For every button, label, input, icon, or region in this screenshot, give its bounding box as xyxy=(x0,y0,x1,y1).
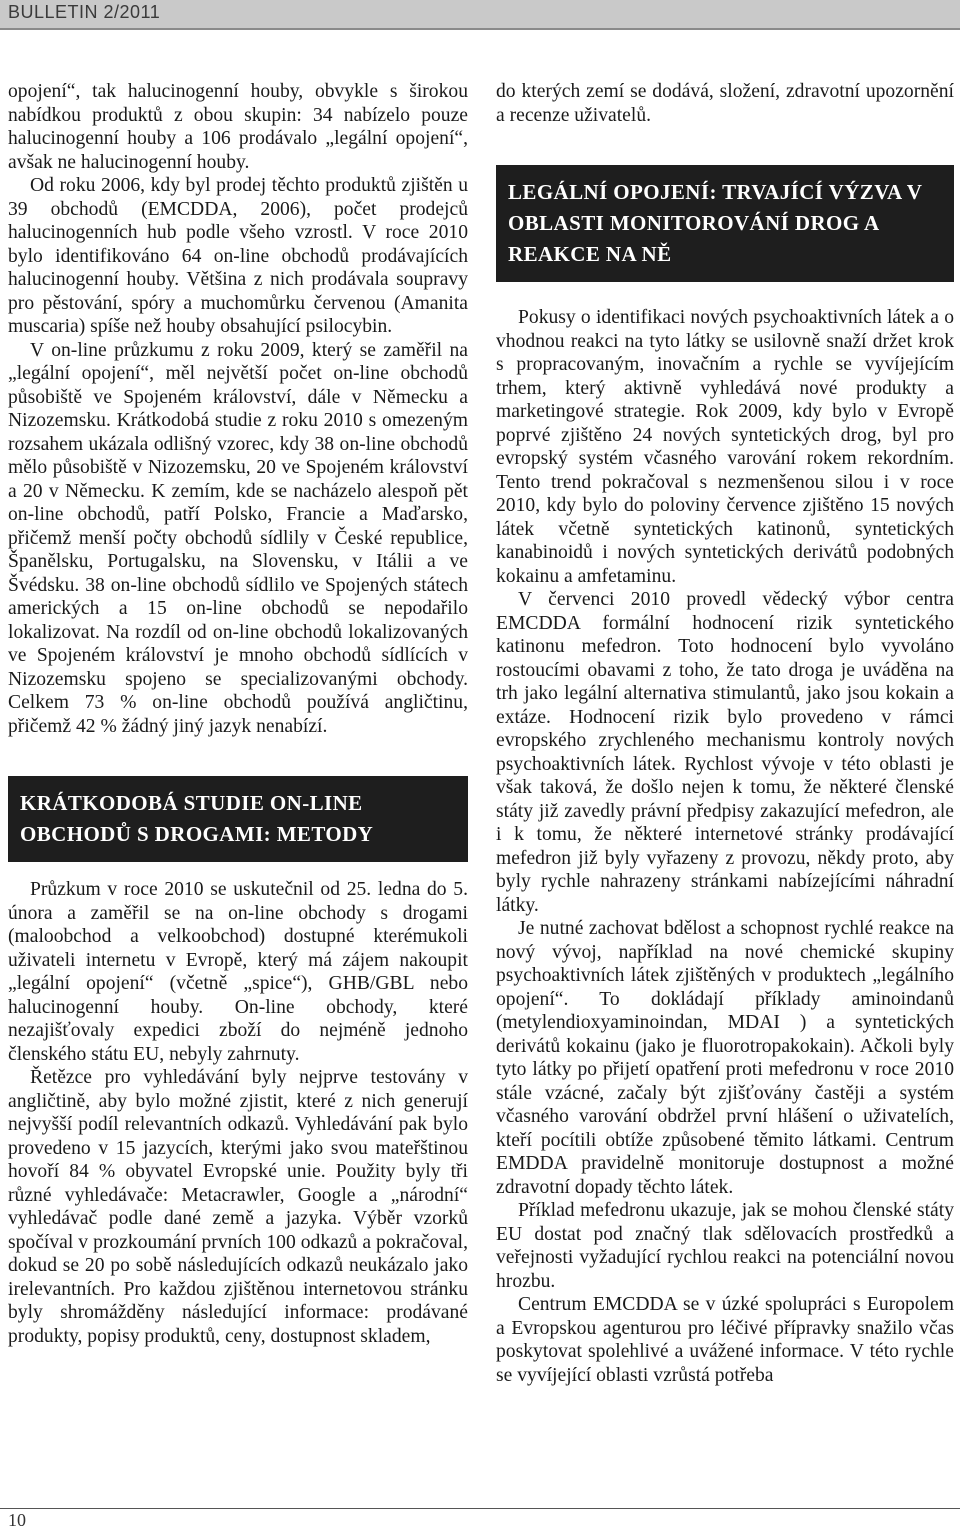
right-paragraph-3: V červenci 2010 provedl vědecký výbor centra EMCDDA formální hodnocení rizik syntetického katinonu mefedron. Toto hodnocení bylo vyvoláno rostoucími obavami z toho, že tato droga je uváděna na trh jako legální alternativa stimulantů, jako jsou kokain a extáze. Hodnocení rizik bylo provedeno v rámci evropského zrychleného mechanismu kontroly nových psychoaktivních látek. Rychlost vývoje v této oblasti je však taková, že došlo nejen k tomu, že některé členské státy již zavedly právní předpisy zakazující mefedron, ale i k tomu, že některé internetové stránky prodávající mefedron již byly vyřazeny z provozu, někdy proto, aby byly rychle nahrazeny stránkami nabízejícími náhradní látky. xyxy=(496,589,954,916)
page-number: 10 xyxy=(8,1510,26,1530)
right-paragraph-4: Je nutné zachovat bdělost a schopnost rychlé reakce na nový vývoj, například na nové chemické skupiny psychoaktivních látek zjištěných v produktech „legálního opojení“. To dokládají příklady aminoindanů (metylendioxyaminoindan, MDAI ) a syntetických derivátů kokainu (jako je fluorotropakokain). Ačkoli byly tyto látky po přijetí opatření proti mefedronu v roce 2010 stále vzácné, začaly být zjišťovány častěji a systém včasného varování obdržel první hlášení o uživatelích, kteří pocítili obtíže způsobené těmito látkami. Centrum EMDDA pravidelně monitoruje dostupnost a možné zdravotní dopady těchto látek. xyxy=(496,918,954,1198)
left-column xyxy=(8,80,468,1348)
section-heading-methods: KRÁTKODOBÁ STUDIE ON-LINE OBCHODŮ S DROGAMI: METODY xyxy=(8,776,468,862)
left-paragraph-5: Řetězce pro vyhledávání byly nejprve testovány v angličtině, aby bylo možné zjistit, které z nich generují nejvyšší podíl relevantních odkazů. Vyhledávání pak bylo provedeno v 15 jazycích, kterými jako svou mateřštinou hovoří 84 % obyvatel Evropské unie. Použity byly tři různé vyhledávače: Metacrawler, Google a „národní“ vyhledávač podle dané země a jazyka. Výběr vzorků spočíval v prozkoumání prvních 100 odkazů a pokračoval, dokud se 20 po sobě následujících odkazů neukázalo jako irelevantních. Pro každou zjištěnou internetovou stránku byly shromážděny následující informace: prodávané produkty, popisy produktů, ceny, dostupnost skladem, xyxy=(8,1067,468,1347)
left-paragraph-3: V on-line průzkumu z roku 2009, který se zaměřil na „legální opojení“, měl největší počet on-line obchodů působiště ve Spojeném království, dále v Německu a Nizozemsku. Krátkodobá studie z roku 2010 s omezeným rozsahem ukázala odlišný vzorec, kdy 38 on-line obchodů mělo působiště v Nizozemsku, 20 ve Spojeném království a 20 v Německu. K zemím, kde se nacházelo alespoň pět on-line obchodů, patří Polsko, Francie a Maďarsko, přičemž menší počty obchodů sídlily v České republice, Španělsku, Portugalsku, na Slovensku, v Itálii a ve Švédsku. 38 on-line obchodů sídlilo ve Spojených státech amerických a 15 on-line obchodů se nepodařilo lokalizovat. Na rozdíl od on-line obchodů lokalizovaných ve Spojeném království je mnoho obchodů sídlících v Nizozemsku spojeno se specializovanými obchody. Celkem 73 % on-line obchodů používá angličtinu, přičemž 42 % žádný jiný jazyk nenabízí. xyxy=(8,339,468,737)
bulletin-title: BULLETIN 2/2011 xyxy=(8,2,161,22)
left-paragraph-2: Od roku 2006, kdy byl prodej těchto produktů zjištěn u 39 obchodů (EMCDDA, 2006), počet prodejců halucinogenních hub podle všeho vzrostl. V roce 2010 bylo identifikováno 64 on-line obchodů prodávajících halucinogenní houby. Většina z nich prodávala soupravy pro pěstování, spóry a muchomůrku červenou (Amanita muscaria) spíše než houby obsahující psilocybin. xyxy=(8,175,468,337)
header-divider xyxy=(0,28,960,30)
right-paragraph-6: Centrum EMCDDA se v úzké spolupráci s Europolem a Evropskou agenturou pro léčivé přípravky snažilo včas poskytovat spolehlivé a uvážené informace. V této rychle se vyvíjející oblasti vzrůstá potřeba xyxy=(496,1294,954,1386)
right-paragraph-2: Pokusy o identifikaci nových psychoaktivních látek a o vhodnou reakci na tyto látky se usilovně snaží držet krok s propracovaným, inovačním a rychle se vyvíjejícím trhem, který aktivně vyhledává nové produkty a marketingové strategie. Rok 2009, kdy bylo v Evropě poprvé zjištěno 24 nových syntetických drog, byl pro evropský systém včasného varování rokem rekordním. Tento trend pokračoval s nezmenšenou silou i v roce 2010, kdy bylo do poloviny července zjištěno 15 nových látek včetně syntetických katinonů, syntetických kanabinoidů i nových syntetických derivátů podobných kokainu a amfetaminu. xyxy=(496,307,954,587)
right-paragraph-1: do kterých zemí se dodává, složení, zdravotní upozornění a recenze uživatelů. xyxy=(496,81,954,126)
running-header xyxy=(0,0,960,28)
section-heading-legal-highs: LEGÁLNÍ OPOJENÍ: TRVAJÍCÍ VÝZVA V OBLASTI MONITOROVÁNÍ DROG A REAKCE NA NĚ xyxy=(496,165,954,282)
right-paragraph-5: Příklad mefedronu ukazuje, jak se mohou členské státy EU dostat pod značný tlak sdělovacích prostředků a veřejnosti vyžadující rychlou reakci na potenciální novou hrozbu. xyxy=(496,1200,954,1292)
left-paragraph-4: Průzkum v roce 2010 se uskutečnil od 25. ledna do 5. února a zaměřil se na on-line obchody s drogami (maloobchod a velkoobchod) dostupné kterémukoli uživateli internetu v Evropě, který má zájem nakoupit „legální opojení“ (včetně „spice“), GHB/GBL nebo halucinogenní houby. On-line obchody, které nezajišťovaly expedici zboží do nejméně jednoho členského státu EU, nebyly zahrnuty. xyxy=(8,879,468,1065)
footer-divider xyxy=(0,1508,960,1509)
left-paragraph-1: opojení“, tak halucinogenní houby, obvykle s širokou nabídkou produktů z obou skupin: 34 nabízelo pouze halucinogenní houby a 106 prodávalo „legální opojení“, avšak ne halucinogenní houby. xyxy=(8,81,468,173)
right-column xyxy=(496,80,954,1387)
